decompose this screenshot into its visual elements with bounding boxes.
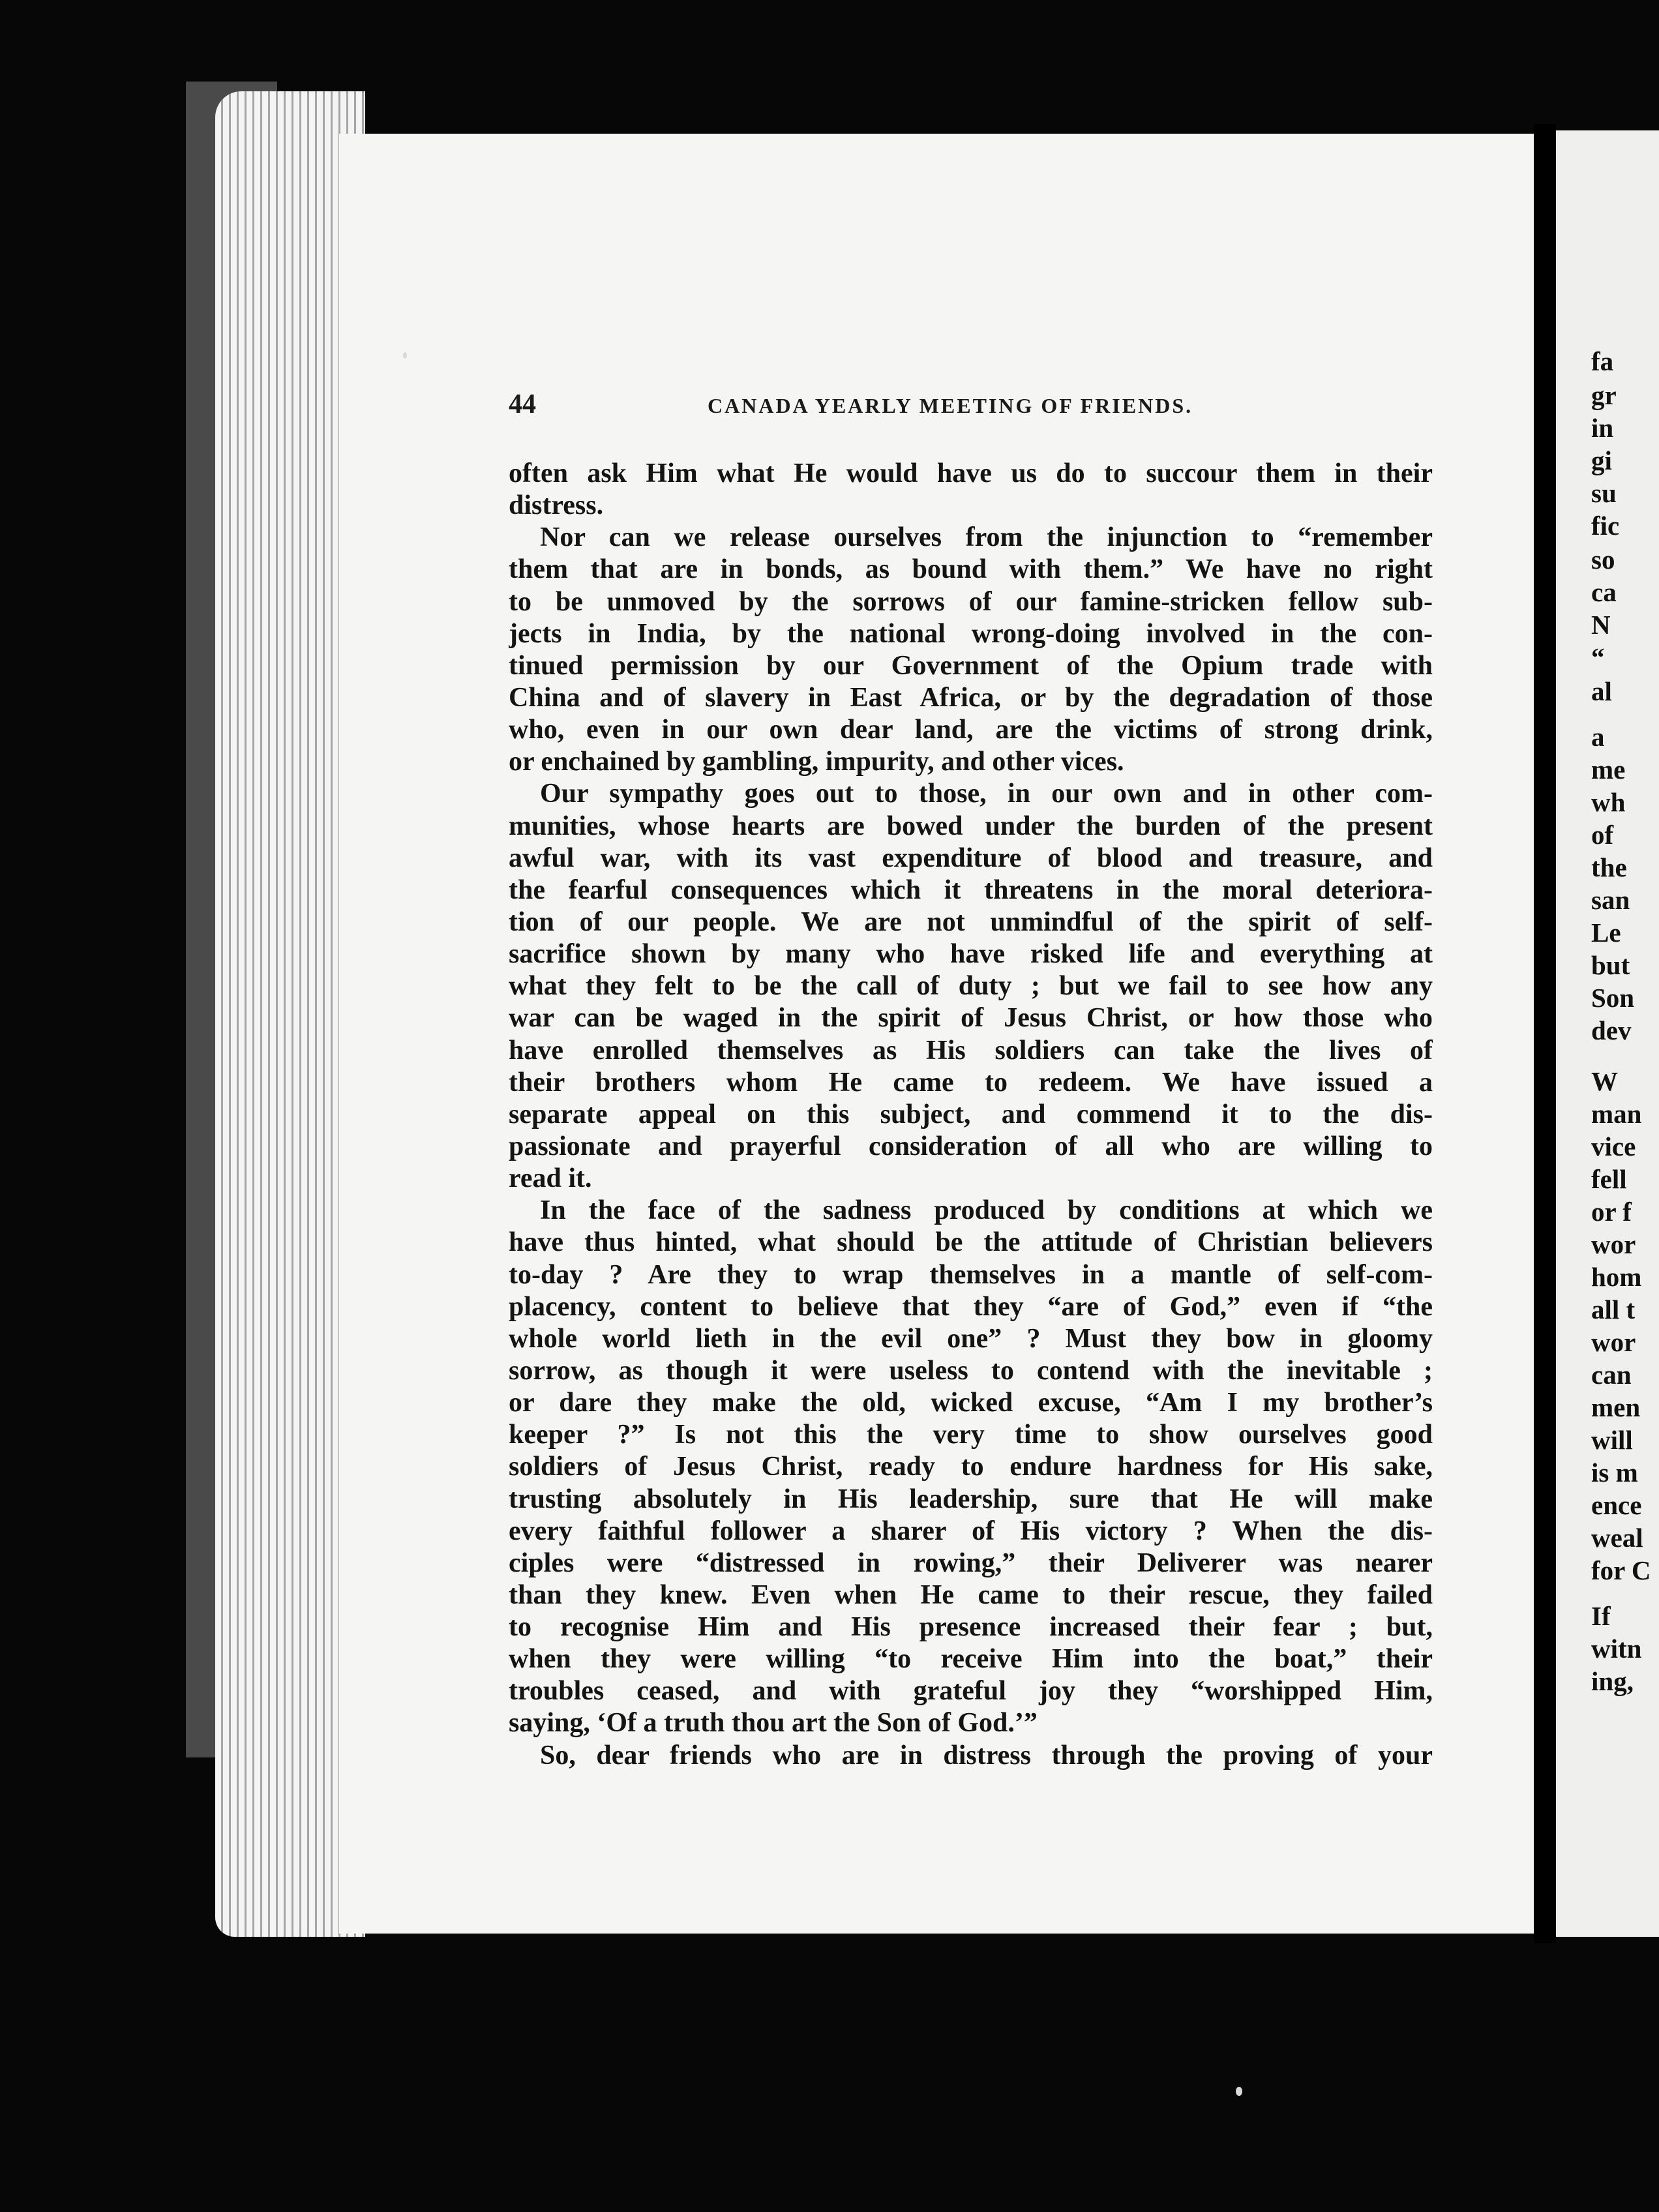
text-line: passionate and prayerful consideration of all who are willing to: [509, 1131, 1433, 1161]
text-line: placency, content to believe that they “are of God,” even if “the: [509, 1291, 1433, 1322]
text-line: whole world lieth in the evil one” ? Must they bow in gloomy: [509, 1323, 1433, 1354]
right-page-fragment: all t: [1591, 1294, 1636, 1324]
text-line: to-day ? Are they to wrap themselves in a mantle of self-com-: [509, 1259, 1433, 1290]
right-page-fragment: will: [1591, 1425, 1633, 1455]
right-page-fragment: but: [1591, 950, 1630, 980]
text-line: China and of slavery in East Africa, or by the degradation of those: [509, 682, 1433, 713]
right-page-fragment: wor: [1591, 1327, 1636, 1357]
text-line: to be unmoved by the sorrows of our famine-stricken fellow sub-: [509, 586, 1433, 617]
text-line: often ask Him what He would have us do to succour them in their: [509, 458, 1433, 488]
text-line: Our sympathy goes out to those, in our own and in other com-: [540, 779, 1433, 809]
right-page-fragment: Le: [1591, 918, 1621, 948]
text-line: when they were willing “to receive Him into the boat,” their: [509, 1644, 1433, 1675]
right-page-fragment: can: [1591, 1360, 1632, 1390]
page-body: [509, 458, 1433, 1772]
text-line: have enrolled themselves as His soldiers can take the lives of: [509, 1035, 1433, 1066]
text-line: jects in India, by the national wrong-doing involved in the con-: [509, 618, 1433, 649]
right-page-fragment: dev: [1591, 1015, 1632, 1045]
right-page-fragment: If: [1591, 1601, 1611, 1631]
right-page-fragment: hom: [1591, 1262, 1642, 1292]
text-line: sacrifice shown by many who have risked life and everything at: [509, 939, 1433, 970]
text-line: the fearful consequences which it threatens in the moral deteriora-: [509, 874, 1433, 905]
right-page-fragment: fa: [1591, 346, 1614, 376]
text-line: So, dear friends who are in distress through the proving of your: [540, 1740, 1433, 1771]
right-page-fragment: fell: [1591, 1164, 1627, 1194]
text-line: keeper ?” Is not this the very time to show ourselves good: [509, 1420, 1433, 1450]
text-line: every faithful follower a sharer of His victory ? When the dis-: [509, 1516, 1433, 1546]
right-page-fragment: men: [1591, 1392, 1641, 1422]
text-line: trusting absolutely in His leadership, sure that He will make: [509, 1484, 1433, 1514]
text-line: saying, ‘Of a truth thou art the Son of God.’”: [509, 1708, 1038, 1739]
right-page-fragment: san: [1591, 885, 1630, 915]
running-title: CANADA YEARLY MEETING OF FRIENDS.: [708, 394, 1193, 417]
text-line: their brothers whom He came to redeem. We have issued a: [509, 1067, 1433, 1098]
right-page-fragment: in: [1591, 413, 1614, 443]
text-line: or enchained by gambling, impurity, and other vices.: [509, 747, 1124, 777]
text-line: soldiers of Jesus Christ, ready to endure hardness for His sake,: [509, 1452, 1433, 1482]
right-page-fragment: wh: [1591, 787, 1626, 817]
right-page-fragment: a: [1591, 722, 1605, 752]
right-page-fragment: of: [1591, 820, 1614, 850]
page-number: 44: [509, 389, 536, 419]
text-line: them that are in bonds, as bound with them.” We have no right: [509, 554, 1433, 585]
text-line: have thus hinted, what should be the attitude of Christian believers: [509, 1227, 1433, 1258]
text-line: to recognise Him and His presence increased their fear ; but,: [509, 1612, 1433, 1643]
right-page-fragment: weal: [1591, 1523, 1643, 1553]
right-page-fragment: W: [1591, 1066, 1618, 1096]
right-page-fragment: ca: [1591, 577, 1617, 607]
text-line: distress.: [509, 490, 604, 521]
text-line: In the face of the sadness produced by conditions at which we: [540, 1195, 1433, 1226]
right-page-fragment: gi: [1591, 445, 1612, 475]
right-page-fragment: fic: [1591, 511, 1620, 541]
text-line: war can be waged in the spirit of Jesus Christ, or how those who: [509, 1003, 1433, 1034]
right-page-fragment: ing,: [1591, 1666, 1634, 1696]
right-page-fragment: vice: [1591, 1131, 1636, 1161]
right-page-fragment: su: [1591, 478, 1617, 508]
right-page-fragment: al: [1591, 676, 1612, 706]
right-page-sliver: [1556, 130, 1659, 1937]
right-page-fragment: wor: [1591, 1229, 1636, 1259]
right-page-fragment: gr: [1591, 380, 1617, 410]
right-page-fragment: is m: [1591, 1457, 1638, 1487]
text-line: Nor can we release ourselves from the injunction to “remember: [540, 522, 1433, 553]
right-page-fragment: N: [1591, 610, 1611, 640]
text-line: than they knew. Even when He came to their rescue, they failed: [509, 1579, 1433, 1610]
text-line: who, even in our own dear land, are the victims of strong drink,: [509, 715, 1433, 745]
text-line: munities, whose hearts are bowed under the burden of the present: [509, 811, 1433, 841]
text-line: sorrow, as though it were useless to contend with the inevitable ;: [509, 1355, 1433, 1386]
right-page-fragment: the: [1591, 852, 1627, 882]
text-line: tion of our people. We are not unmindful of the spirit of self-: [509, 906, 1433, 937]
text-line: ciples were “distressed in rowing,” their Deliverer was nearer: [509, 1547, 1433, 1578]
text-line: read it.: [509, 1163, 592, 1194]
text-line: tinued permission by our Government of the Opium trade with: [509, 650, 1433, 681]
film-speck: [403, 352, 407, 359]
right-page-fragment: man: [1591, 1099, 1642, 1129]
right-page-fragment: or f: [1591, 1197, 1632, 1227]
text-line: what they felt to be the call of duty ; but we fail to see how any: [509, 971, 1433, 1002]
text-line: troubles ceased, and with grateful joy they “worshipped Him,: [509, 1676, 1433, 1707]
right-page-fragment: me: [1591, 755, 1626, 785]
text-line: separate appeal on this subject, and commend it to the dis-: [509, 1099, 1433, 1129]
right-page-fragment: Son: [1591, 983, 1635, 1013]
right-page-fragment: witn: [1591, 1634, 1642, 1664]
text-line: awful war, with its vast expenditure of blood and treasure, and: [509, 843, 1433, 873]
film-speck: [1236, 2087, 1242, 2096]
right-page-fragment: ence: [1591, 1490, 1642, 1520]
book-gutter: [1534, 124, 1556, 1943]
right-page-fragment: “: [1591, 642, 1605, 672]
right-page-fragment: so: [1591, 545, 1615, 575]
text-line: or dare they make the old, wicked excuse, “Am I my brother’s: [509, 1388, 1433, 1418]
right-page-fragment: for C: [1591, 1555, 1651, 1585]
